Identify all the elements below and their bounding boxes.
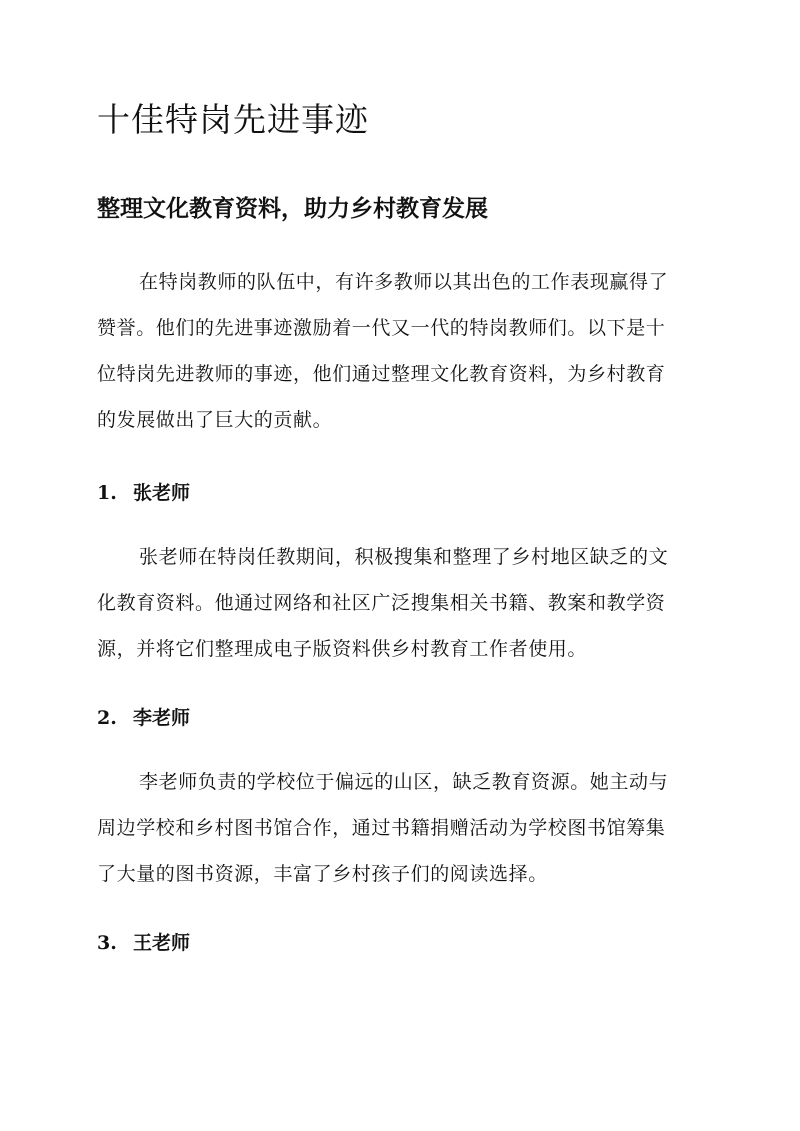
- document-subtitle: 整理文化教育资料，助力乡村教育发展: [97, 195, 488, 222]
- section-name: 张老师: [133, 482, 191, 504]
- section-number: 1.: [97, 482, 117, 504]
- paragraph-line: 在特岗教师的队伍中，有许多教师以其出色的工作表现赢得了: [139, 271, 669, 293]
- section-name: 王老师: [133, 932, 191, 954]
- paragraph-line: 位特岗先进教师的事迹，他们通过整理文化教育资料，为乡村教育: [97, 363, 666, 385]
- paragraph-line: 化教育资料。他通过网络和社区广泛搜集相关书籍、教案和教学资: [97, 592, 666, 614]
- paragraph-line: 周边学校和乡村图书馆合作，通过书籍捐赠活动为学校图书馆筹集: [97, 817, 666, 839]
- section-paragraph-1: [97, 534, 717, 672]
- paragraph-line: 赞誉。他们的先进事迹激励着一代又一代的特岗教师们。以下是十: [97, 317, 666, 339]
- section-heading-2: [97, 703, 190, 733]
- paragraph-line: 了大量的图书资源，丰富了乡村孩子们的阅读选择。: [97, 863, 548, 885]
- document-title: 十佳特岗先进事迹: [97, 100, 369, 139]
- paragraph-line: 李老师负责的学校位于偏远的山区，缺乏教育资源。她主动与: [139, 771, 669, 793]
- intro-paragraph: [97, 259, 717, 443]
- paragraph-line: 张老师在特岗任教期间，积极搜集和整理了乡村地区缺乏的文: [139, 546, 669, 568]
- section-heading-3: [97, 928, 190, 958]
- section-heading-1: [97, 478, 190, 508]
- section-number: 3.: [97, 932, 117, 954]
- paragraph-line: 的发展做出了巨大的贡献。: [97, 409, 333, 431]
- paragraph-line: 源，并将它们整理成电子版资料供乡村教育工作者使用。: [97, 638, 588, 660]
- section-paragraph-2: [97, 759, 717, 897]
- section-number: 2.: [97, 707, 117, 729]
- section-name: 李老师: [133, 707, 191, 729]
